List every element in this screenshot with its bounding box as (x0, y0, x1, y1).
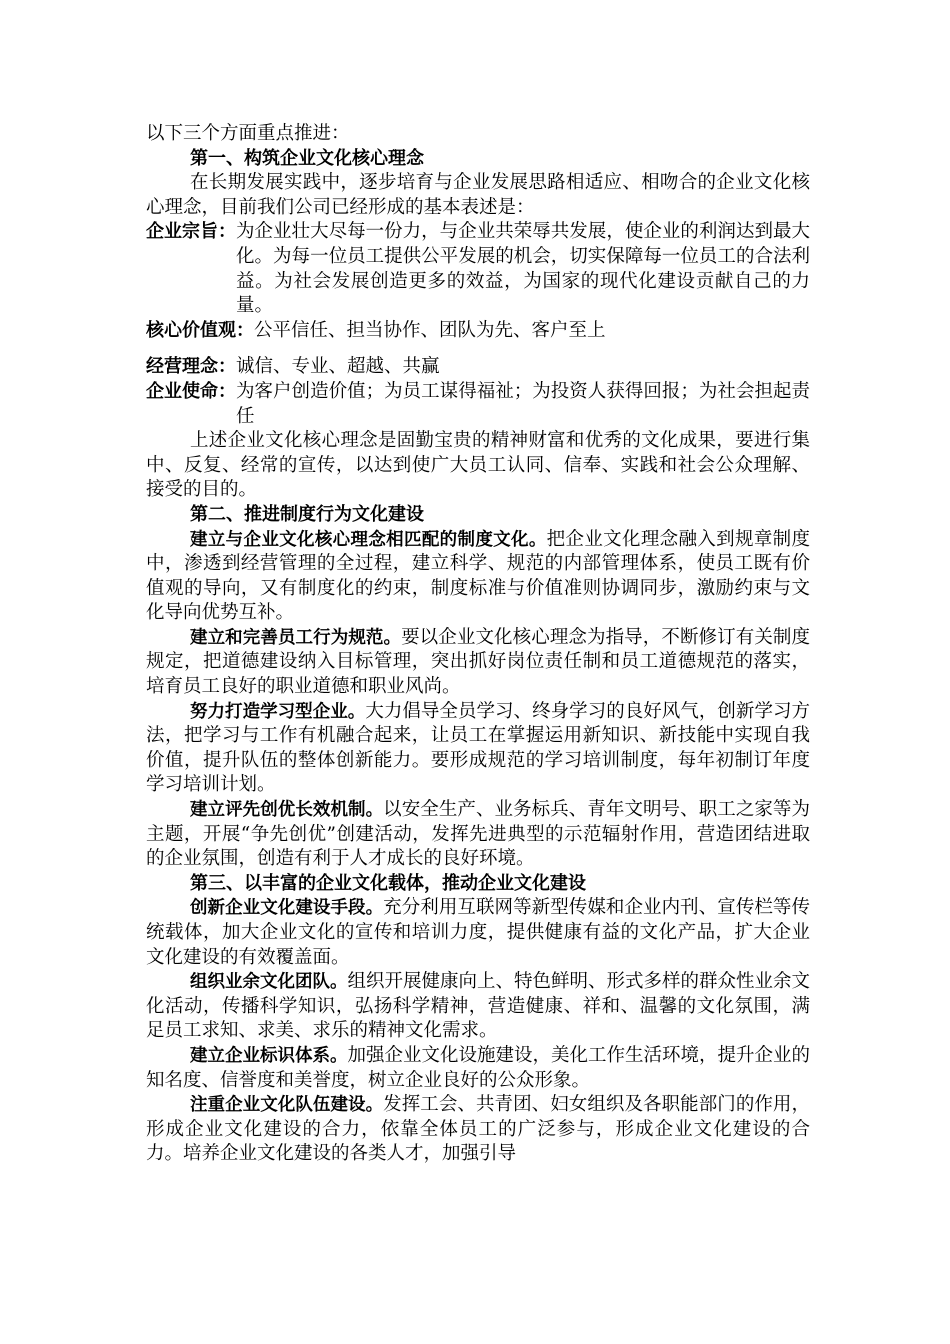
section1-heading: 第一、构筑企业文化核心理念 (190, 147, 424, 169)
section2-item (146, 528, 810, 626)
item-lead: 建立和完善员工行为规范。 (190, 627, 402, 648)
intro-line: 以下三个方面重点推进： (146, 123, 350, 144)
item-lead: 创新企业文化建设手段。 (190, 898, 384, 919)
philosophy-row (146, 355, 810, 380)
section2-item (146, 626, 810, 700)
item-lead: 建立评先创优长效机制。 (190, 800, 384, 821)
mission-label: 企业使命： (146, 380, 236, 402)
section3-item (146, 896, 810, 970)
purpose-text: 为企业壮大尽每一份力，与企业共荣辱共发展，使企业的利润达到最大化。为每一位员工提供公平发展的机会，切实保障每一位员工的合法利益。为社会发展创造更多的效益，为国家的现代化建设贡献自己的力量。 (236, 221, 810, 317)
section3-item (146, 970, 810, 1044)
values-text: 公平信任、担当协作、团队为先、客户至上 (254, 319, 606, 341)
item-text: 发挥工会、共青团、妇女组织及各职能部门的作用，形成企业文化建设的合力，依靠全体员工的广泛参与，形成企业文化建设的合力。培养企业文化建设的各类人才，加强引导 (146, 1094, 810, 1165)
philosophy-text: 诚信、专业、超越、共赢 (236, 356, 440, 378)
purpose-label: 企业宗旨： (146, 221, 236, 243)
item-lead: 建立企业标识体系。 (190, 1045, 348, 1066)
item-text: 把企业文化理念融入到规章制度中，渗透到经营管理的全过程，建立科学、规范的内部管理体系，使员工既有价值观的导向，又有制度化的约束，制度标准与价值准则协调同步，激励约束与文化导向优势互补。 (146, 528, 810, 624)
item-text: 大力倡导全员学习、终身学习的良好风气，创新学习方法，把学习与工作有机融合起来，让员工在掌握运用新知识、新技能中实现自我价值，提升队伍的整体创新能力。要形成规范的学习培训制度，每年初制订年度学习培训计划。 (146, 700, 811, 796)
section3-item (146, 1044, 810, 1093)
section3-item (146, 1093, 810, 1167)
section2-heading: 第二、推进制度行为文化建设 (190, 503, 424, 525)
section1-paragraph: 在长期发展实践中，逐步培育与企业发展思路相适应、相吻合的企业文化核心理念，目前我们公司已经形成的基本表述是： (146, 172, 810, 218)
item-lead: 努力打造学习型企业。 (190, 701, 366, 722)
values-row (146, 319, 810, 344)
section2-item (146, 700, 810, 798)
item-lead: 注重企业文化队伍建设。 (190, 1095, 384, 1116)
section3-heading: 第三、以丰富的企业文化载体，推动企业文化建设 (190, 872, 586, 894)
item-lead: 组织业余文化团队。 (190, 972, 348, 993)
section1-summary: 上述企业文化核心理念是固勤宝贵的精神财富和优秀的文化成果，要进行集中、反复、经常的宣传，以达到使广大员工认同、信奉、实践和社会公众理解、接受的目的。 (146, 430, 810, 501)
mission-row (146, 380, 810, 429)
philosophy-label: 经营理念： (146, 356, 236, 378)
item-text: 加强企业文化设施建设，美化工作生活环境，提升企业的知名度、信誉度和美誉度，树立企业良好的公众形象。 (146, 1044, 811, 1091)
item-text: 充分利用互联网等新型传媒和企业内刊、宣传栏等传统载体，加大企业文化的宣传和培训力度，提供健康有益的文化产品，扩大企业文化建设的有效覆盖面。 (146, 897, 810, 968)
item-text: 要以企业文化核心理念为指导，不断修订有关制度规定，把道德建设纳入目标管理，突出抓好岗位责任制和员工道德规范的落实，培育员工良好的职业道德和职业风尚。 (146, 626, 810, 698)
mission-text: 为客户创造价值；为员工谋得福祉；为投资人获得回报；为社会担起责任 (236, 380, 810, 427)
item-text: 组织开展健康向上、特色鲜明、形式多样的群众性业余文化活动，传播科学知识，弘扬科学精神，营造健康、祥和、温馨的文化氛围，满足员工求知、求美、求乐的精神文化需求。 (146, 971, 811, 1042)
section2-item (146, 798, 810, 872)
values-label: 核心价值观： (146, 319, 254, 341)
item-lead: 建立与企业文化核心理念相匹配的制度文化。 (190, 529, 547, 550)
item-text: 以安全生产、业务标兵、青年文明号、职工之家等为主题，开展“争先创优”创建活动，发挥先进典型的示范辐射作用，营造团结进取的企业氛围，创造有利于人才成长的良好环境。 (146, 799, 810, 870)
document-page (146, 122, 810, 1167)
purpose-row (146, 220, 810, 318)
